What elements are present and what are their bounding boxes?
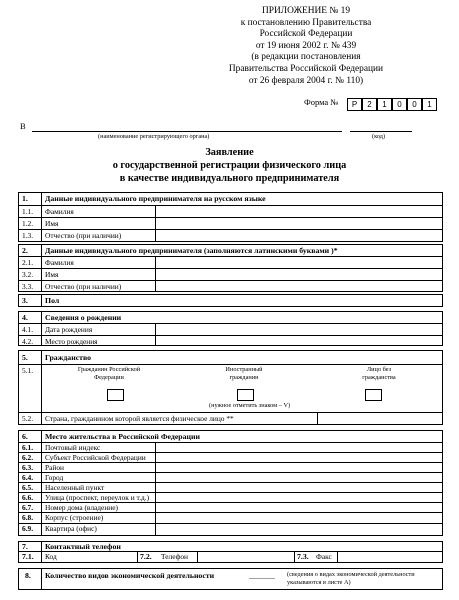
header-line: к постановлению Правительства <box>240 17 372 28</box>
row-number: 6.4. <box>22 473 34 482</box>
field-label: Место рождения <box>45 337 98 346</box>
row-number: 6.7. <box>22 503 34 512</box>
row-number: 6.1. <box>22 443 34 452</box>
field-label: Телефон <box>161 552 189 561</box>
row-number: 7.3. <box>297 552 309 561</box>
org-caption: (наименование регистрирующего органа) <box>98 133 210 140</box>
field-label: Имя <box>45 219 59 228</box>
activity-note: (сведения о видах экономической деятельности указываются в листе А) <box>287 571 415 586</box>
option-stateless-label: Лицо без гражданства <box>362 366 396 381</box>
section-number: 6. <box>22 432 28 441</box>
row-number: 1.2. <box>22 219 34 228</box>
section-number: 4. <box>22 313 28 322</box>
section-4 <box>18 311 443 346</box>
form-code-cell: 0 <box>392 98 407 111</box>
row-number: 6.8. <box>22 513 34 522</box>
row-number: 5.1. <box>22 366 34 375</box>
code-caption: (код) <box>372 133 386 140</box>
form-code-cell: Р <box>347 98 362 111</box>
section-title: Сведения о рождении <box>45 313 122 322</box>
field-label: Отчество (при наличии) <box>45 282 122 291</box>
section-title: Количество видов экономической деятельности <box>45 571 215 580</box>
field-label: Страна, гражданином которой является физическое лицо ** <box>45 414 234 423</box>
document-subtitle: о государственной регистрации физического лица <box>112 160 347 171</box>
field-label: Отчество (при наличии) <box>45 231 122 240</box>
row-number: 1.1. <box>22 207 34 216</box>
row-number: 6.5. <box>22 483 34 492</box>
field-label: Корпус (строение) <box>45 513 104 522</box>
section-6 <box>18 430 443 536</box>
header-line: Российской Федерации <box>259 29 353 40</box>
field-label: Субъект Российской Федерации <box>45 453 146 462</box>
document-title: Заявление <box>205 147 254 158</box>
field-label: Фамилия <box>45 258 74 267</box>
recipient-code-field[interactable] <box>350 131 412 132</box>
section-number: 7. <box>22 542 28 551</box>
section-7 <box>18 541 443 563</box>
row-number: 1.3. <box>22 231 34 240</box>
section-8 <box>18 568 443 590</box>
stateless-checkbox[interactable] <box>365 389 382 401</box>
row-number: 6.3. <box>22 463 34 472</box>
foreign-checkbox[interactable] <box>237 389 254 401</box>
activity-count-field[interactable]: _______ <box>249 571 275 580</box>
form-code-cell: 1 <box>377 98 392 111</box>
field-label: Почтовый индекс <box>45 443 101 452</box>
row-number: 2.1. <box>22 258 34 267</box>
header-line: ПРИЛОЖЕНИЕ № 19 <box>261 6 351 16</box>
section-title: Место жительства в Российской Федерации <box>45 432 201 441</box>
recipient-prefix: В <box>20 121 26 131</box>
section-number: 8. <box>25 571 31 580</box>
section-2 <box>18 244 443 292</box>
section-3 <box>18 294 443 307</box>
option-foreign-label: Иностранный гражданин <box>225 366 263 381</box>
recipient-org-field[interactable] <box>32 131 342 132</box>
field-label: Район <box>45 463 64 472</box>
section-title: Пол <box>45 296 60 305</box>
section-title: Гражданство <box>45 353 92 362</box>
section-number: 3. <box>22 296 28 305</box>
row-number: 3.3. <box>22 282 34 291</box>
field-label: Фамилия <box>45 207 74 216</box>
row-number: 6.6. <box>22 493 34 502</box>
field-label: Город <box>45 473 64 482</box>
form-code-cell: 2 <box>362 98 377 111</box>
header-line: Правительства Российской Федерации <box>228 63 384 74</box>
appendix-header <box>191 6 421 87</box>
option-citizen-rf-label: Гражданин Российской Федерации <box>77 366 141 381</box>
field-label: Имя <box>45 270 59 279</box>
section-5 <box>18 350 443 425</box>
section-1 <box>18 192 443 242</box>
header-line: от 19 июня 2002 г. № 439 <box>255 40 357 51</box>
row-number: 4.1. <box>22 325 34 334</box>
row-number: 6.9. <box>22 524 34 533</box>
row-number: 3.2. <box>22 270 34 279</box>
header-line: от 26 февраля 2004 г. № 110) <box>248 75 364 86</box>
field-label: Квартира (офис) <box>45 524 97 533</box>
field-label: Факс <box>316 552 332 561</box>
section-title: Данные индивидуального предпринимателя на русском языке <box>45 194 266 203</box>
field-label: Дата рождения <box>45 325 93 334</box>
row-number: 5.2. <box>22 414 34 423</box>
field-label: Код <box>45 552 57 561</box>
section-number: 1. <box>22 194 28 203</box>
form-code-cell: 0 <box>407 98 422 111</box>
form-code-cell: 1 <box>422 98 437 111</box>
section-title: Контактный телефон <box>45 542 121 551</box>
field-label: Населенный пункт <box>45 483 105 492</box>
section-number: 2. <box>22 246 28 255</box>
mark-note: (нужное отметить знаком – V) <box>209 402 291 409</box>
document-subtitle-2: в качестве индивидуального предпринимателя <box>119 173 340 184</box>
citizen-rf-checkbox[interactable] <box>107 389 124 401</box>
row-number: 7.2. <box>140 552 152 561</box>
row-number: 6.2. <box>22 453 34 462</box>
field-label: Номер дома (владение) <box>45 503 118 512</box>
field-label: Улица (проспект, переулок и т.д.) <box>45 493 150 502</box>
row-number: 7.1. <box>22 552 34 561</box>
section-number: 5. <box>22 353 28 362</box>
section-title: Данные индивидуального предпринимателя (заполняются латинскими буквами )* <box>45 246 338 255</box>
header-line: (в редакции постановления <box>251 52 361 63</box>
form-number-label: Форма № <box>304 97 339 107</box>
row-number: 4.2. <box>22 337 34 346</box>
